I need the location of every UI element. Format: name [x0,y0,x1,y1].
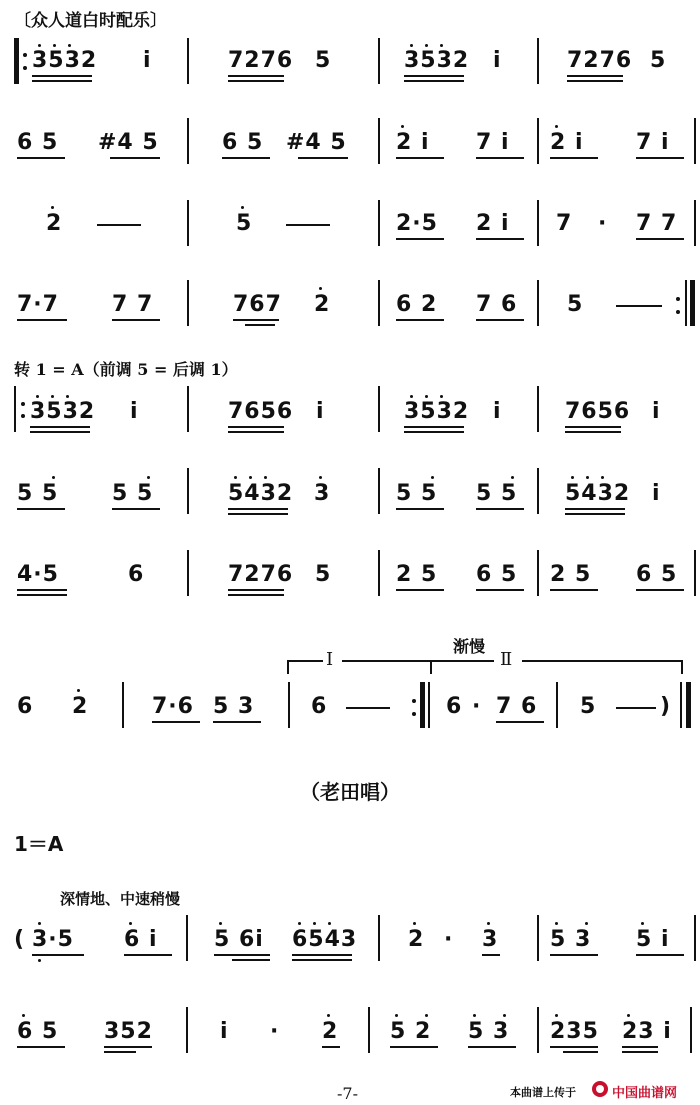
underline [567,80,623,82]
underline [622,1046,658,1048]
barline [685,280,687,326]
underline [565,508,625,510]
note-group: 5 6i [214,927,264,952]
note: 6 [446,694,463,719]
note-high-1: i [130,399,139,424]
note-group: 5432 [565,481,631,506]
note: 6 [311,694,328,719]
sustain-dash [616,305,662,307]
note-group: 5 5 [17,481,59,506]
repeat-dot [676,310,680,314]
note: 7 [556,211,573,236]
octave-dot [38,44,41,47]
underline [404,80,464,82]
underline [30,431,90,433]
underline [476,238,524,240]
note-group: 5 3 [468,1019,510,1044]
volta-tick [430,660,432,674]
barline [187,200,189,246]
volta-tick [681,660,683,674]
note-group: 2 5 [550,562,592,587]
octave-dot [425,395,428,398]
octave-dot [66,395,69,398]
underline [476,508,524,510]
note-group: 6 2 [396,292,438,317]
underline [636,157,684,159]
octave-dot [319,476,322,479]
barline [378,915,380,961]
barline [537,386,539,432]
octave-dot [503,1014,506,1017]
octave-dot [586,476,589,479]
barline [537,280,539,326]
underline [228,426,284,428]
underline [565,431,621,433]
barline [378,118,380,164]
underline [476,319,524,321]
underline [396,508,444,510]
underline [228,513,288,515]
barline [186,1007,188,1053]
note-group: 5 3 [550,927,592,952]
octave-dot [147,476,150,479]
underline [396,589,444,591]
note-group: 7 6 [496,694,538,719]
note-group: 7·7 [17,292,59,317]
octave-dot [440,395,443,398]
underline [292,954,352,956]
underline [213,721,261,723]
note: 5 [315,48,332,73]
underline [482,954,500,956]
underline [228,508,288,510]
note-group: 235 [550,1019,599,1044]
underline [322,1046,340,1048]
octave-dot [129,922,132,925]
underline [112,319,160,321]
close-paren: ) [660,694,672,719]
barline [187,118,189,164]
barline [537,38,539,84]
underline [565,513,625,515]
site-logo [592,1081,608,1097]
underline [496,721,544,723]
note-group: 7276 [228,48,294,73]
note-group: 5 5 [396,481,438,506]
expression-marking: 深情地、中速稍慢 [60,890,181,908]
octave-dot [440,44,443,47]
octave-dot [395,1014,398,1017]
note-group: 352 [104,1019,153,1044]
logo-mark-icon [596,1085,604,1093]
underline [636,954,684,956]
barline [694,118,696,164]
sustain-dash [286,224,330,226]
note-group: 7·6 [152,694,194,719]
note-group: 7 i [476,130,510,155]
underline [232,959,270,961]
note-group: 3532 [404,399,470,424]
underline [567,75,623,77]
octave-dot [234,476,237,479]
underline [396,238,444,240]
octave-dot [22,1014,25,1017]
note: 5 [236,211,253,236]
barline [537,915,539,961]
underline [245,324,275,326]
underline [404,426,464,428]
underline [233,319,279,321]
underline [550,954,598,956]
octave-dot [38,922,41,925]
barline [378,200,380,246]
note-group: 5 5 [476,481,518,506]
note-group: 2 5 [396,562,438,587]
note-group: 6 i [124,927,158,952]
sustain-dash [97,224,141,226]
note-group: 7 6 [476,292,518,317]
site-name[interactable]: 中国曲谱网 [612,1086,678,1101]
note: 2 [72,694,89,719]
octave-dot [219,922,222,925]
note-high-1: i [652,481,661,506]
repeat-start-barline [14,386,16,432]
octave-dot [298,922,301,925]
barline [537,1007,539,1053]
barline [537,550,539,596]
open-paren: ( [14,927,26,952]
modulation-marking: 转 1 = A（前调 5 = 后调 1） [14,360,238,379]
barline [537,118,539,164]
note: 2 [46,211,63,236]
underline [550,157,598,159]
octave-dot [410,395,413,398]
underline [17,508,65,510]
underline [468,1046,516,1048]
note-group: 5 i [636,927,670,952]
octave-dot [328,922,331,925]
underline [104,1046,152,1048]
underline [565,426,621,428]
note-group: 2 i [396,130,430,155]
octave-dot [487,922,490,925]
underline [32,75,92,77]
underline [298,157,348,159]
octave-dot [264,476,267,479]
note-group: 6 5 [222,130,264,155]
underline [17,319,67,321]
octave-dot [313,922,316,925]
note: 5 [315,562,332,587]
note-group: 5432 [228,481,294,506]
repeat-dot [412,699,416,703]
note: 2 [408,927,425,952]
octave-dot [51,395,54,398]
augmentation-dot: · [472,694,482,719]
underline [222,157,270,159]
underline [396,319,444,321]
underline [622,1051,658,1053]
barline [378,468,380,514]
underline [112,508,160,510]
note: 2 [314,292,331,317]
underline [17,594,67,596]
barline [694,200,696,246]
page-number: -7- [337,1084,358,1103]
note-high-1: i [220,1019,229,1044]
octave-dot [571,476,574,479]
barline [690,1007,692,1053]
augmentation-dot: · [270,1019,280,1044]
underline [390,1046,438,1048]
volta-line [287,660,323,662]
note-group: 3532 [32,48,98,73]
barline [378,550,380,596]
octave-dot [413,922,416,925]
underline [32,80,92,82]
underline [214,954,270,956]
underline [550,1046,598,1048]
note-group: 5 2 [390,1019,432,1044]
underline [476,157,524,159]
underline [152,721,200,723]
note-group: 2 i [476,211,510,236]
underline [292,959,352,961]
note-high-1: i [652,399,661,424]
octave-dot [473,1014,476,1017]
note-group: 4·5 [17,562,59,587]
final-barline [686,682,691,728]
barline [694,550,696,596]
repeat-dot [21,414,25,418]
key-signature: 1＝A [14,832,64,856]
volta-label-1: Ⅰ [326,649,334,670]
scene-note: 〔众人道白时配乐〕 [14,11,167,31]
note-group: 7276 [567,48,633,73]
note-group: #4 5 [286,130,347,155]
octave-dot [555,125,558,128]
note-group: 23 i [622,1019,672,1044]
repeat-dot [676,297,680,301]
note-group: 6 5 [17,1019,59,1044]
octave-dot [555,1014,558,1017]
barline [378,386,380,432]
octave-dot [53,44,56,47]
octave-dot [52,476,55,479]
barline [694,915,696,961]
octave-dot [627,1014,630,1017]
volta-line [430,660,494,662]
note-group: 3·5 [32,927,74,952]
note-group: 7 i [636,130,670,155]
barline [186,915,188,961]
underline [563,1051,598,1053]
repeat-end-barline [420,682,425,728]
octave-dot [601,476,604,479]
note-group: 7 7 [636,211,678,236]
octave-dot [401,125,404,128]
underline [124,954,172,956]
octave-dot [641,922,644,925]
note-high-1: i [493,399,502,424]
octave-dot [68,44,71,47]
barline [537,468,539,514]
underline [404,431,464,433]
underline [30,426,90,428]
repeat-start-barline [14,38,19,84]
barline [187,468,189,514]
note: 3 [314,481,331,506]
tempo-marking: 渐慢 [453,637,486,656]
augmentation-dot: · [444,927,454,952]
note: 5 [567,292,584,317]
repeat-dot [23,53,27,57]
note-high-1: i [316,399,325,424]
note-group: 2 i [550,130,584,155]
underline [476,589,524,591]
note-group: #4 5 [98,130,159,155]
barline [187,280,189,326]
underline [228,589,284,591]
barline [187,386,189,432]
sustain-dash [616,707,656,709]
underline [228,75,284,77]
underline [32,954,84,956]
repeat-dot [412,712,416,716]
underline [110,157,160,159]
octave-dot [511,476,514,479]
barline [378,38,380,84]
note-group: 5 5 [112,481,154,506]
note-group: 7656 [228,399,294,424]
note-group: 7656 [565,399,631,424]
note: 6 [128,562,145,587]
barline [288,682,290,728]
octave-dot [77,689,80,692]
barline [378,280,380,326]
note-group: 6543 [292,927,358,952]
underline [17,1046,65,1048]
barline [187,38,189,84]
barline [122,682,124,728]
octave-dot [425,44,428,47]
repeat-dot [23,66,27,70]
augmentation-dot: · [598,211,608,236]
octave-dot [327,1014,330,1017]
upload-note: 本曲谱上传于 [510,1086,576,1099]
octave-dot [319,287,322,290]
underline [636,238,684,240]
repeat-end-barline [690,280,695,326]
sustain-dash [346,707,390,709]
note: 3 [482,927,499,952]
barline [428,682,430,728]
barline [187,550,189,596]
note-high-1: i [493,48,502,73]
underline [228,594,284,596]
octave-dot [249,476,252,479]
note-high-1: i [143,48,152,73]
note-group: 7 7 [112,292,154,317]
underline [550,589,598,591]
octave-dot [51,206,54,209]
note-group: 6 5 [636,562,678,587]
note-group: 2·5 [396,211,438,236]
octave-dot [36,395,39,398]
underline [104,1051,136,1053]
note: 2 [322,1019,339,1044]
barline [368,1007,370,1053]
note-group: 7276 [228,562,294,587]
underline [17,589,67,591]
octave-dot [241,206,244,209]
octave-dot [585,922,588,925]
underline [636,589,684,591]
note-group: 6 5 [17,130,59,155]
octave-dot [555,922,558,925]
note-group: 6 5 [476,562,518,587]
underline [228,80,284,82]
note: 6 [17,694,34,719]
note: 5 [580,694,597,719]
note-group: 3532 [30,399,96,424]
volta-line [522,660,682,662]
barline [556,682,558,728]
note-group: 3532 [404,48,470,73]
octave-dot [431,476,434,479]
note-group: 5 3 [213,694,255,719]
barline [680,682,682,728]
volta-label-2: Ⅱ [500,649,513,670]
repeat-dot [21,402,25,406]
underline [228,431,284,433]
octave-dot [410,44,413,47]
octave-dot [38,959,41,962]
octave-dot [425,1014,428,1017]
volta-line [342,660,430,662]
barline [537,200,539,246]
note: 5 [650,48,667,73]
note-group: 767 [233,292,282,317]
underline [396,157,444,159]
underline [404,75,464,77]
section-title: （老田唱） [300,780,400,804]
underline [17,157,65,159]
volta-tick [287,660,289,674]
